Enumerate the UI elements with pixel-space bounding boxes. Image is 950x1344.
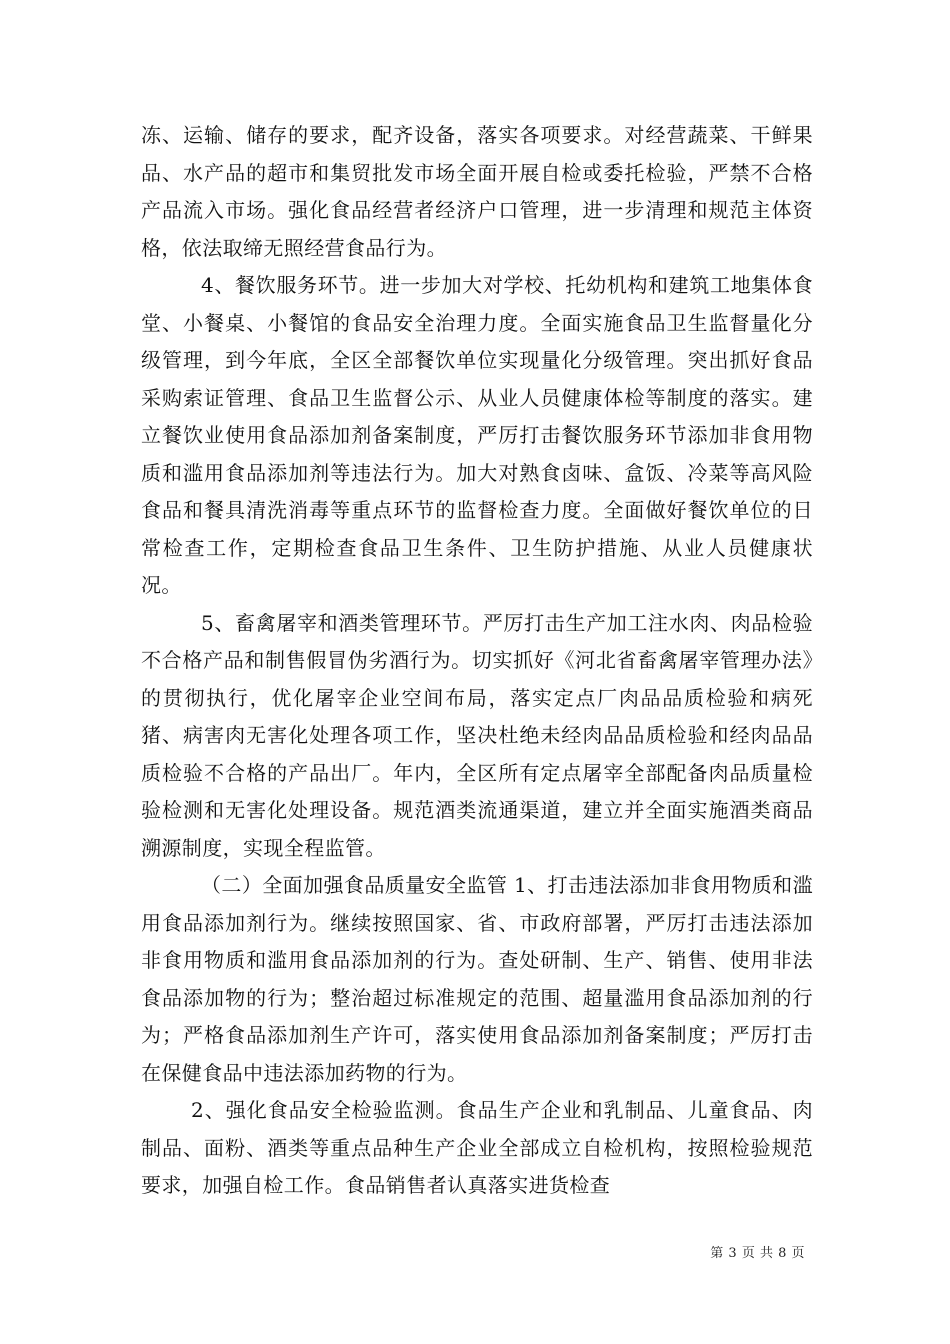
paragraph-continued: 冻、运输、储存的要求，配齐设备，落实各项要求。对经营蔬菜、干鲜果品、水产品的超市和集贸批发市场全面开展自检或委托检验，严禁不合格产品流入市场。强化食品经营者经济户口管理，进一步清理和规范主体资格，依法取缔无照经营食品行为。 <box>141 123 813 260</box>
page-number-footer: 第 3 页 共 8 页 <box>710 1246 805 1261</box>
paragraph-slaughter-liquor: 5、畜禽屠宰和酒类管理环节。严厉打击生产加工注水肉、肉品检验不合格产品和制售假冒伪劣酒行为。切实抓好《河北省畜禽屠宰管理办法》的贯彻执行，优化屠宰企业空间布局，落实定点厂肉品品质检验和病死猪、病害肉无害化处理各项工作，坚决杜绝未经肉品品质检验和经肉品品质检验不合格的产品出厂。年内，全区所有定点屠宰全部配备肉品质量检验检测和无害化处理设备。规范酒类流通渠道，建立并全面实施酒类商品溯源制度，实现全程监管。 <box>141 610 813 860</box>
document-body <box>141 117 813 1205</box>
paragraph-inspection-monitoring: 2、强化食品安全检验监测。食品生产企业和乳制品、儿童食品、肉制品、面粉、酒类等重点品种生产企业全部成立自检机构，按照检验规范要求，加强自检工作。食品销售者认真落实进货检查 <box>141 1098 813 1197</box>
paragraph-catering: 4、餐饮服务环节。进一步加大对学校、托幼机构和建筑工地集体食堂、小餐桌、小餐馆的食品安全治理力度。全面实施食品卫生监督量化分级管理，到今年底，全区全部餐饮单位实现量化分级管理。突出抓好食品采购索证管理、食品卫生监督公示、从业人员健康体检等制度的落实。建立餐饮业使用食品添加剂备案制度，严厉打击餐饮服务环节添加非食用物质和滥用食品添加剂等违法行为。加大对熟食卤味、盒饭、冷菜等高风险食品和餐具清洗消毒等重点环节的监督检查力度。全面做好餐饮单位的日常检查工作，定期检查食品卫生条件、卫生防护措施、从业人员健康状况。 <box>141 273 813 597</box>
paragraph-quality-supervision: （二）全面加强食品质量安全监管 1、打击违法添加非食用物质和滥用食品添加剂行为。继续按照国家、省、市政府部署，严厉打击违法添加非食用物质和滥用食品添加剂的行为。查处研制、生产、销售、使用非法食品添加物的行为；整治超过标准规定的范围、超量滥用食品添加剂的行为；严格食品添加剂生产许可，落实使用食品添加剂备案制度；严厉打击在保健食品中违法添加药物的行为。 <box>141 873 813 1085</box>
